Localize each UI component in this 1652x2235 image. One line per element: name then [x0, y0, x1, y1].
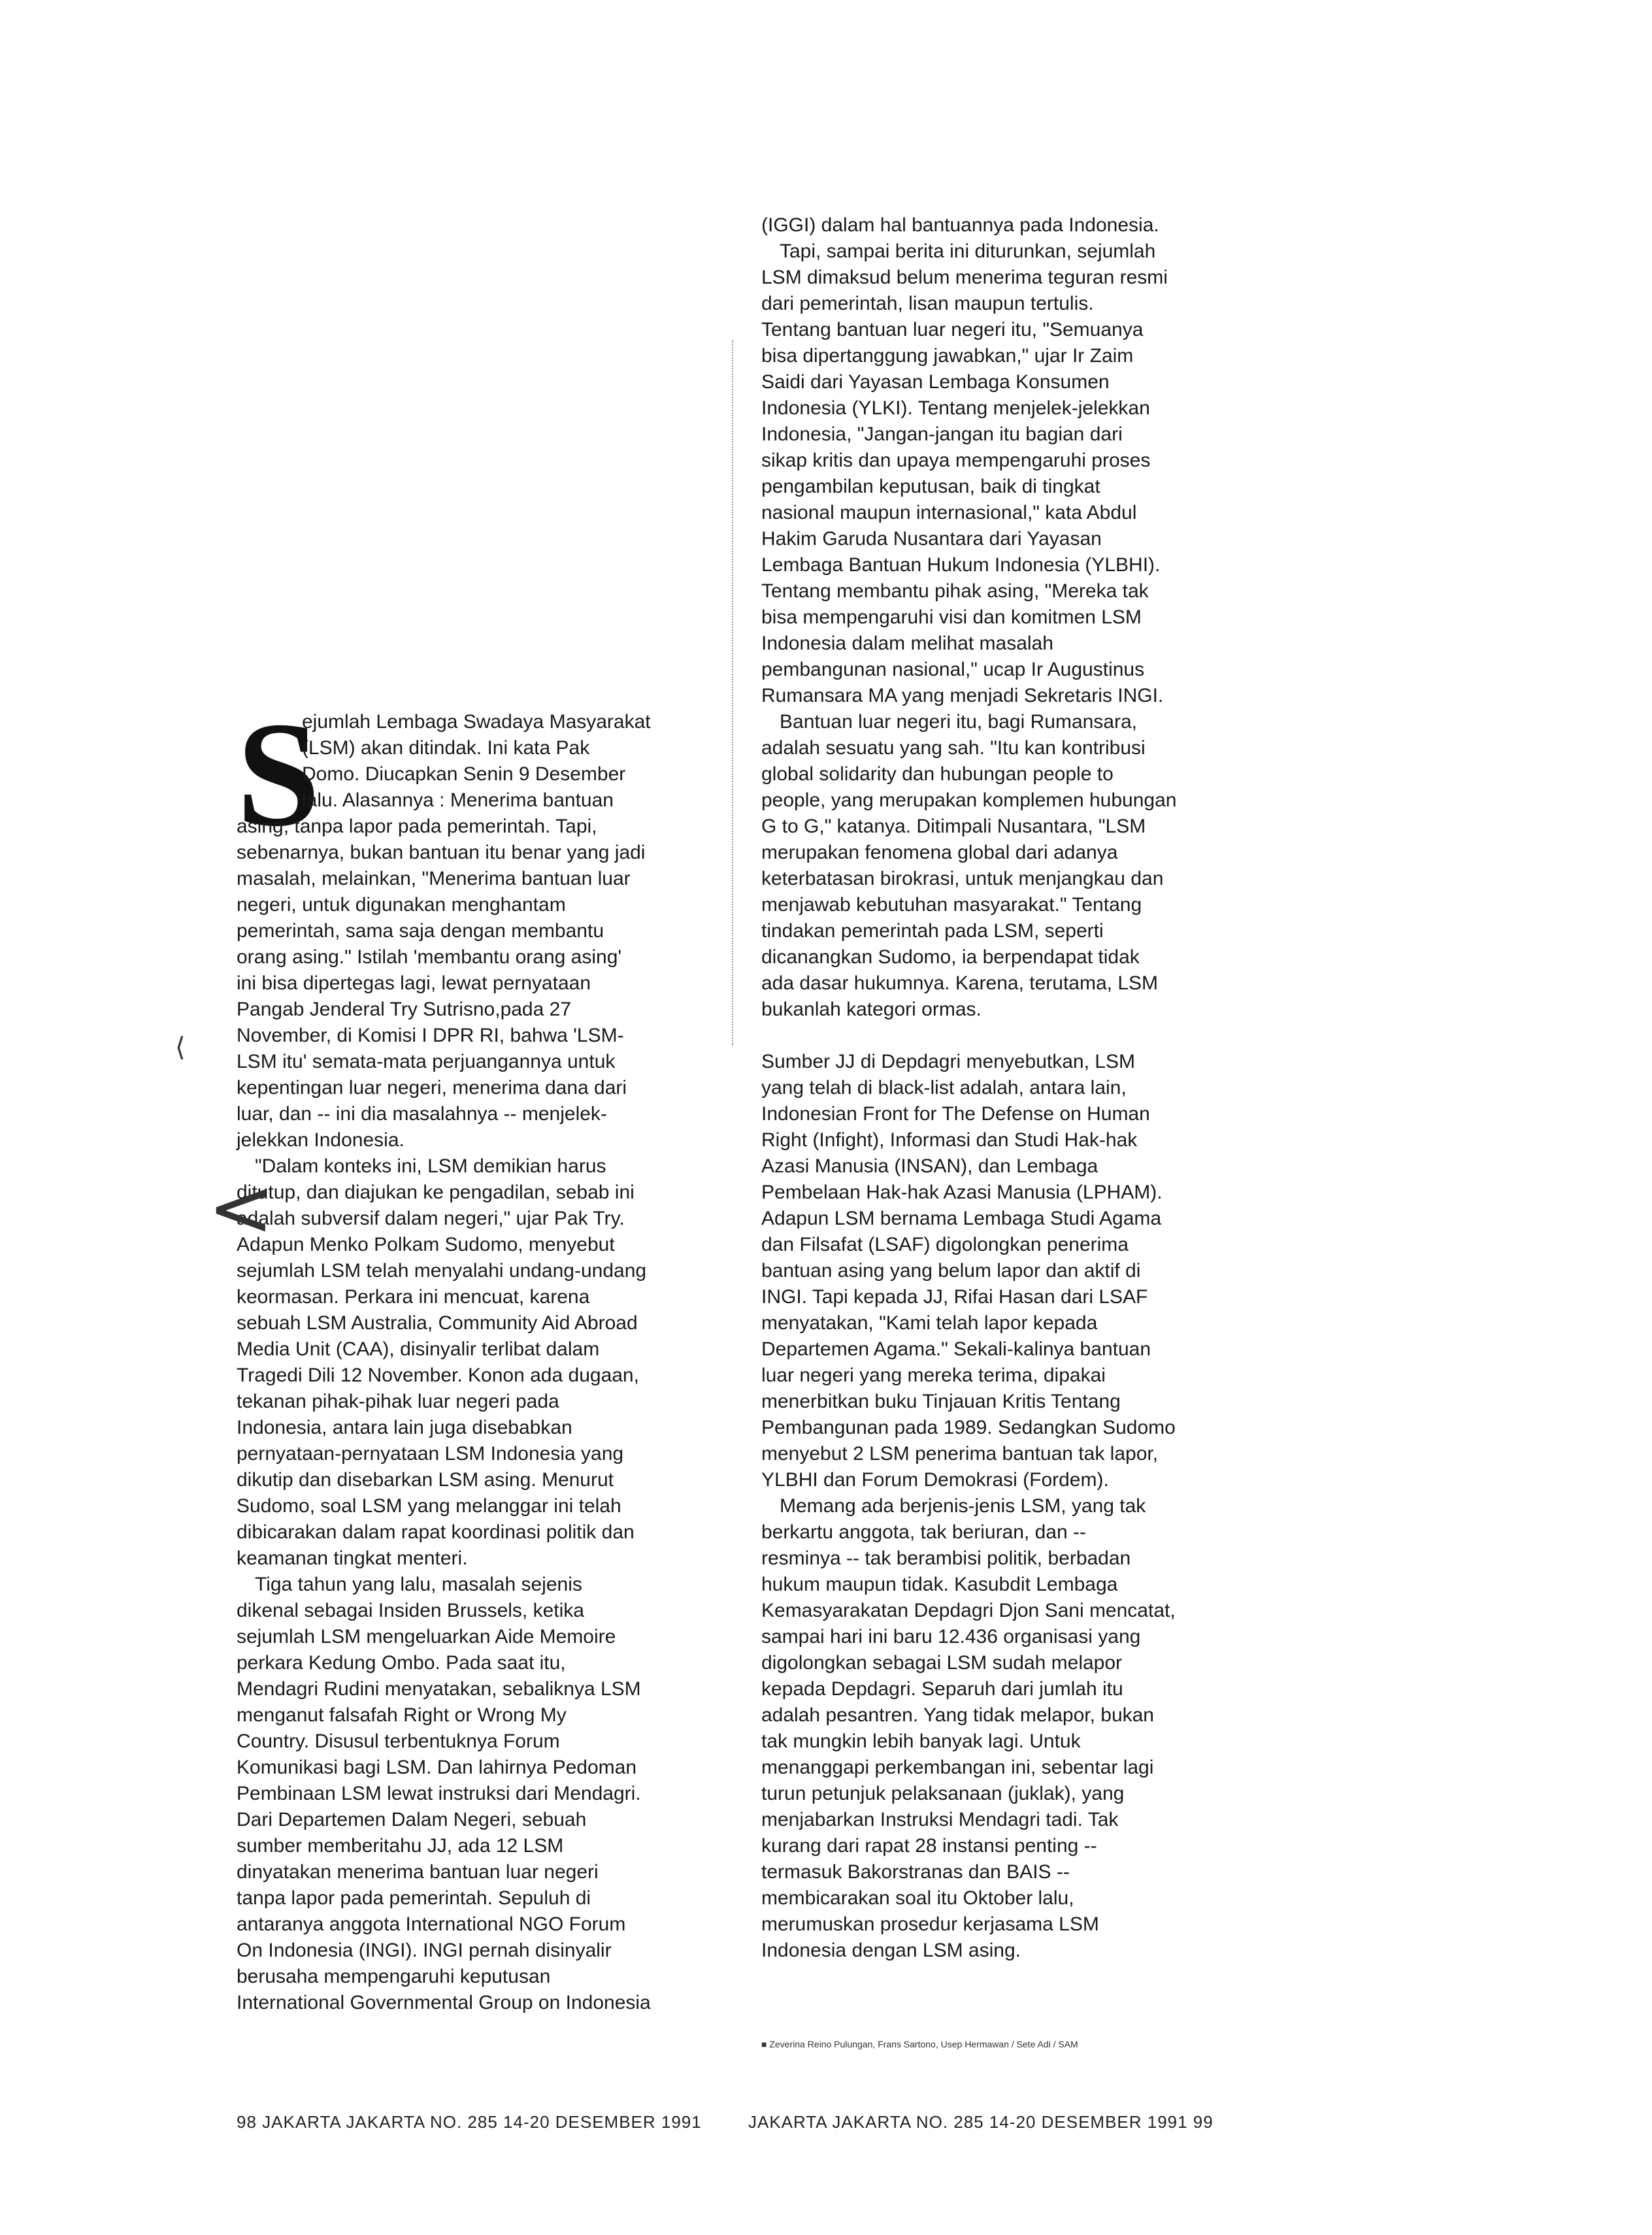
footer-right-folio: JAKARTA JAKARTA NO. 285 14-20 DESEMBER 1991 99: [748, 2112, 1214, 2132]
text-line: turun petunjuk pelaksanaan (juklak), yang: [761, 1783, 1125, 1804]
text-line: On Indonesia (INGI). INGI pernah disinyalir: [237, 1940, 612, 1961]
text-line: pemerintah, sama saja dengan membantu: [237, 920, 604, 942]
text-line: menjabarkan Instruksi Mendagri tadi. Tak: [761, 1809, 1119, 1830]
text-line: asing, tanpa lapor pada pemerintah. Tapi,: [237, 816, 597, 837]
text-line: sejumlah LSM telah menyalahi undang-undang: [237, 1260, 647, 1282]
text-line: masalah, melainkan, "Menerima bantuan luar: [237, 868, 631, 889]
text-line: Indonesia dalam melihat masalah: [761, 633, 1053, 654]
text-line: perkara Kedung Ombo. Pada saat itu,: [237, 1652, 566, 1674]
text-line: berusaha mempengaruhi keputusan: [237, 1966, 551, 1987]
text-line: berkartu anggota, tak beriuran, dan --: [761, 1521, 1086, 1543]
text-line: Media Unit (CAA), disinyalir terlibat dalam: [237, 1338, 600, 1360]
text-line: tak mungkin lebih banyak lagi. Untuk: [761, 1730, 1081, 1752]
text-line: Rumansara MA yang menjadi Sekretaris INGI.: [761, 685, 1164, 706]
dropcap-letter: S: [237, 691, 320, 857]
margin-bracket-mark: ⟨: [175, 1033, 186, 1063]
text-line: Memang ada berjenis-jenis LSM, yang tak: [780, 1495, 1146, 1517]
text-line: menganut falsafah Right or Wrong My: [237, 1704, 567, 1726]
text-line: pengambilan keputusan, baik di tingkat: [761, 476, 1100, 497]
text-line: nasional maupun internasional," kata Abdul: [761, 502, 1137, 523]
text-line: resminya -- tak berambisi politik, berbadan: [761, 1548, 1131, 1569]
text-line: menjawab kebutuhan masyarakat." Tentang: [761, 894, 1142, 916]
text-line: Mendagri Rudini menyatakan, sebaliknya LSM: [237, 1678, 641, 1700]
text-line: ini bisa dipertegas lagi, lewat pernyataan: [237, 972, 591, 994]
text-line: Lembaga Bantuan Hukum Indonesia (YLBHI).: [761, 554, 1161, 576]
text-line: Azasi Manusia (INSAN), dan Lembaga: [761, 1155, 1099, 1177]
text-line: November, di Komisi I DPR RI, bahwa 'LSM-: [237, 1025, 624, 1046]
text-line: jelekkan Indonesia.: [237, 1129, 405, 1151]
text-line: tekanan pihak-pihak luar negeri pada: [237, 1391, 559, 1412]
text-line: (IGGI) dalam hal bantuannya pada Indonesia.: [761, 214, 1159, 236]
footer-left-folio: 98 JAKARTA JAKARTA NO. 285 14-20 DESEMBER 1991: [237, 2112, 702, 2132]
text-line: menanggapi perkembangan ini, sebentar lagi: [761, 1757, 1154, 1778]
text-line: kurang dari rapat 28 instansi penting --: [761, 1835, 1097, 1857]
text-line: Right (Infight), Informasi dan Studi Hak-hak: [761, 1129, 1138, 1151]
text-line: global solidarity dan hubungan people to: [761, 763, 1114, 785]
text-line: dan Filsafat (LSAF) digolongkan penerima: [761, 1234, 1129, 1255]
text-line: dibicarakan dalam rapat koordinasi politik dan: [237, 1521, 635, 1543]
text-line: adalah subversif dalam negeri," ujar Pak Try.: [237, 1208, 625, 1229]
text-line: merupakan fenomena global dari adanya: [761, 842, 1118, 863]
text-line: Hakim Garuda Nusantara dari Yayasan: [761, 528, 1102, 550]
text-line: LSM itu' semata-mata perjuangannya untuk: [237, 1051, 616, 1072]
text-line: Tiga tahun yang lalu, masalah sejenis: [255, 1574, 582, 1595]
margin-arrow-mark: <: [208, 1163, 274, 1254]
text-line: ada dasar hukumnya. Karena, terutama, LSM: [761, 972, 1159, 994]
text-line: Adapun LSM bernama Lembaga Studi Agama: [761, 1208, 1162, 1229]
text-line: Indonesia (YLKI). Tentang menjelek-jelekkan: [761, 397, 1150, 419]
text-line: Country. Disusul terbentuknya Forum: [237, 1730, 560, 1752]
text-line: "Dalam konteks ini, LSM demikian harus: [255, 1155, 606, 1177]
text-line: ejumlah Lembaga Swadaya Masyarakat: [302, 711, 651, 733]
text-line: pembangunan nasional," ucap Ir Augustinus: [761, 659, 1145, 680]
text-line: people, yang merupakan komplemen hubungan: [761, 789, 1177, 811]
text-line: Tentang bantuan luar negeri itu, "Semuanya: [761, 319, 1144, 340]
text-line: dikutip dan disebarkan LSM asing. Menurut: [237, 1469, 614, 1491]
author-credit: ■ Zeverina Reino Pulungan, Frans Sartono, Usep Hermawan / Sete Adi / SAM: [761, 2039, 1078, 2049]
text-line: hukum maupun tidak. Kasubdit Lembaga: [761, 1574, 1118, 1595]
text-line: kepada Depdagri. Separuh dari jumlah itu: [761, 1678, 1123, 1700]
text-line: Pangab Jenderal Try Sutrisno,pada 27: [237, 999, 572, 1020]
text-line: dikenal sebagai Insiden Brussels, ketika: [237, 1600, 584, 1621]
text-line: Indonesia dengan LSM asing.: [761, 1940, 1021, 1961]
text-line: Domo. Diucapkan Senin 9 Desember: [302, 763, 626, 785]
text-line: Kemasyarakatan Depdagri Djon Sani mencatat,: [761, 1600, 1176, 1621]
text-line: menyatakan, "Kami telah lapor kepada: [761, 1312, 1098, 1334]
text-line: Dari Departemen Dalam Negeri, sebuah: [237, 1809, 587, 1830]
text-line: Sumber JJ di Depdagri menyebutkan, LSM: [761, 1051, 1135, 1072]
text-line: Tragedi Dili 12 November. Konon ada dugaan,: [237, 1365, 639, 1386]
text-line: bukanlah kategori ormas.: [761, 999, 982, 1020]
text-line: dinyatakan menerima bantuan luar negeri: [237, 1861, 599, 1883]
text-line: sikap kritis dan upaya mempengaruhi proses: [761, 450, 1151, 471]
text-line: Departemen Agama." Sekali-kalinya bantuan: [761, 1338, 1151, 1360]
text-line: kepentingan luar negeri, menerima dana dari: [237, 1077, 627, 1099]
text-line: yang telah di black-list adalah, antara lain,: [761, 1077, 1127, 1099]
text-line: sebuah LSM Australia, Community Aid Abroad: [237, 1312, 638, 1334]
text-line: bisa dipertanggung jawabkan," ujar Ir Zaim: [761, 345, 1134, 367]
text-line: negeri, untuk digunakan menghantam: [237, 894, 566, 916]
text-line: keterbatasan birokrasi, untuk menjangkau dan: [761, 868, 1164, 889]
text-line: luar negeri yang mereka terima, dipakai: [761, 1365, 1106, 1386]
article-column-right: [761, 212, 1258, 1964]
text-line: International Governmental Group on Indonesia: [237, 1992, 651, 2013]
text-line: adalah sesuatu yang sah. "Itu kan kontribusi: [761, 737, 1146, 759]
text-line: bisa mempengaruhi visi dan komitmen LSM: [761, 606, 1142, 628]
text-line: Indonesia, "Jangan-jangan itu bagian dari: [761, 423, 1123, 445]
article-column-left: [237, 709, 707, 2016]
text-line: dicanangkan Sudomo, ia berpendapat tidak: [761, 946, 1140, 968]
text-line: pernyataan-pernyataan LSM Indonesia yang: [237, 1443, 624, 1465]
text-line: Indonesian Front for The Defense on Human: [761, 1103, 1150, 1125]
text-line: adalah pesantren. Yang tidak melapor, bukan: [761, 1704, 1154, 1726]
text-line: orang asing." Istilah 'membantu orang asing': [237, 946, 622, 968]
text-line: Pembinaan LSM lewat instruksi dari Mendagri.: [237, 1783, 641, 1804]
text-line: YLBHI dan Forum Demokrasi (Fordem).: [761, 1469, 1109, 1491]
text-line: termasuk Bakorstranas dan BAIS --: [761, 1861, 1070, 1883]
text-line: tanpa lapor pada pemerintah. Sepuluh di: [237, 1887, 591, 1909]
text-line: sampai hari ini baru 12.436 organisasi yang: [761, 1626, 1141, 1647]
text-line: Pembangunan pada 1989. Sedangkan Sudomo: [761, 1417, 1176, 1438]
text-line: Bantuan luar negeri itu, bagi Rumansara,: [780, 711, 1138, 733]
text-line: sumber memberitahu JJ, ada 12 LSM: [237, 1835, 564, 1857]
text-line: luar, dan -- ini dia masalahnya -- menjelek-: [237, 1103, 607, 1125]
text-line: Adapun Menko Polkam Sudomo, menyebut: [237, 1234, 615, 1255]
text-line: keamanan tingkat menteri.: [237, 1548, 468, 1569]
text-line: Pembelaan Hak-hak Azasi Manusia (LPHAM).: [761, 1182, 1163, 1203]
text-line: LSM dimaksud belum menerima teguran resmi: [761, 267, 1168, 288]
text-line: digolongkan sebagai LSM sudah melapor: [761, 1652, 1123, 1674]
text-line: antaranya anggota International NGO Forum: [237, 1913, 626, 1935]
text-line: keormasan. Perkara ini mencuat, karena: [237, 1286, 590, 1308]
text-line: Indonesia, antara lain juga disebabkan: [237, 1417, 572, 1438]
text-line: Saidi dari Yayasan Lembaga Konsumen: [761, 371, 1110, 393]
text-line: Komunikasi bagi LSM. Dan lahirnya Pedoman: [237, 1757, 636, 1778]
text-line: ditutup, dan diajukan ke pengadilan, sebab ini: [237, 1182, 635, 1203]
text-line: Tentang membantu pihak asing, "Mereka tak: [761, 580, 1149, 602]
text-line: membicarakan soal itu Oktober lalu,: [761, 1887, 1074, 1909]
text-line: Sudomo, soal LSM yang melanggar ini telah: [237, 1495, 621, 1517]
text-line: dari pemerintah, lisan maupun tertulis.: [761, 293, 1094, 314]
text-line: Tapi, sampai berita ini diturunkan, sejumlah: [780, 240, 1156, 262]
text-line: bantuan asing yang belum lapor dan aktif di: [761, 1260, 1141, 1282]
text-line: INGI. Tapi kepada JJ, Rifai Hasan dari LSAF: [761, 1286, 1148, 1308]
text-line: (LSM) akan ditindak. Ini kata Pak: [302, 737, 590, 759]
text-line: menerbitkan buku Tinjauan Kritis Tentang: [761, 1391, 1121, 1412]
text-line: G to G," katanya. Ditimpali Nusantara, "LSM: [761, 816, 1146, 837]
text-line: menyebut 2 LSM penerima bantuan tak lapor,: [761, 1443, 1159, 1465]
text-line: tindakan pemerintah pada LSM, seperti: [761, 920, 1104, 942]
text-line: sebenarnya, bukan bantuan itu benar yang jadi: [237, 842, 646, 863]
text-line: sejumlah LSM mengeluarkan Aide Memoire: [237, 1626, 616, 1647]
column-divider: [732, 340, 735, 1046]
text-line: merumuskan prosedur kerjasama LSM: [761, 1913, 1099, 1935]
text-line: lalu. Alasannya : Menerima bantuan: [302, 789, 614, 811]
